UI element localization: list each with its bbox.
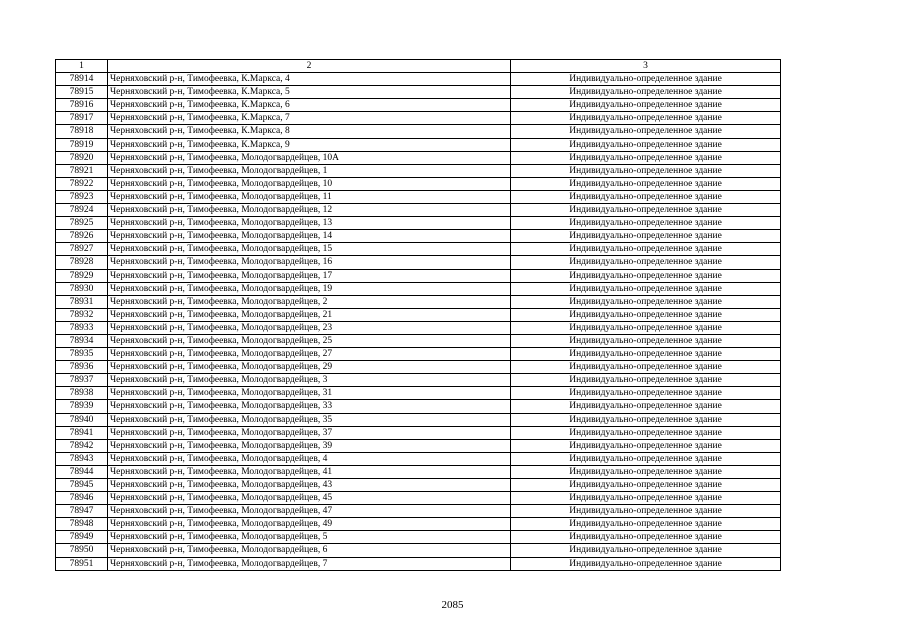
column-header-3: 3 [511, 60, 781, 73]
record-number-cell: 78941 [56, 426, 108, 439]
record-number-cell: 78918 [56, 125, 108, 138]
record-number-cell: 78945 [56, 479, 108, 492]
record-number-cell: 78925 [56, 217, 108, 230]
address-cell: Черняховский р-н, Тимофеевка, К.Маркса, 8 [108, 125, 511, 138]
object-type-cell: Индивидуально-определенное здание [511, 308, 781, 321]
column-header-2: 2 [108, 60, 511, 73]
table-row [56, 217, 781, 230]
record-number-cell: 78927 [56, 243, 108, 256]
address-cell: Черняховский р-н, Тимофеевка, Молодогвардейцев, 43 [108, 479, 511, 492]
address-cell: Черняховский р-н, Тимофеевка, Молодогвардейцев, 16 [108, 256, 511, 269]
record-number-cell: 78930 [56, 282, 108, 295]
table-row [56, 243, 781, 256]
record-number-cell: 78946 [56, 492, 108, 505]
address-cell: Черняховский р-н, Тимофеевка, Молодогвардейцев, 49 [108, 518, 511, 531]
address-cell: Черняховский р-н, Тимофеевка, Молодогвардейцев, 2 [108, 295, 511, 308]
record-number-cell: 78926 [56, 230, 108, 243]
record-number-cell: 78933 [56, 321, 108, 334]
object-type-cell: Индивидуально-определенное здание [511, 361, 781, 374]
object-type-cell: Индивидуально-определенное здание [511, 112, 781, 125]
address-cell: Черняховский р-н, Тимофеевка, Молодогвардейцев, 14 [108, 230, 511, 243]
record-number-cell: 78934 [56, 334, 108, 347]
address-cell: Черняховский р-н, Тимофеевка, Молодогвардейцев, 12 [108, 204, 511, 217]
table-row [56, 557, 781, 570]
address-cell: Черняховский р-н, Тимофеевка, Молодогвардейцев, 33 [108, 400, 511, 413]
record-number-cell: 78947 [56, 505, 108, 518]
address-cell: Черняховский р-н, Тимофеевка, Молодогвардейцев, 11 [108, 190, 511, 203]
record-number-cell: 78950 [56, 544, 108, 557]
table-row [56, 125, 781, 138]
table-row [56, 374, 781, 387]
object-type-cell: Индивидуально-определенное здание [511, 86, 781, 99]
address-cell: Черняховский р-н, Тимофеевка, Молодогвардейцев, 41 [108, 465, 511, 478]
object-type-cell: Индивидуально-определенное здание [511, 125, 781, 138]
table-row [56, 479, 781, 492]
record-number-cell: 78932 [56, 308, 108, 321]
address-cell: Черняховский р-н, Тимофеевка, К.Маркса, 6 [108, 99, 511, 112]
address-cell: Черняховский р-н, Тимофеевка, К.Маркса, 9 [108, 138, 511, 151]
address-cell: Черняховский р-н, Тимофеевка, Молодогвардейцев, 47 [108, 505, 511, 518]
object-type-cell: Индивидуально-определенное здание [511, 544, 781, 557]
table-row [56, 282, 781, 295]
table-row [56, 308, 781, 321]
record-number-cell: 78943 [56, 452, 108, 465]
record-number-cell: 78942 [56, 439, 108, 452]
object-type-cell: Индивидуально-определенное здание [511, 518, 781, 531]
address-cell: Черняховский р-н, Тимофеевка, Молодогвардейцев, 10 [108, 177, 511, 190]
object-type-cell: Индивидуально-определенное здание [511, 282, 781, 295]
registry-table [55, 59, 781, 571]
record-number-cell: 78948 [56, 518, 108, 531]
record-number-cell: 78915 [56, 86, 108, 99]
table-row [56, 348, 781, 361]
table-row [56, 177, 781, 190]
table-row [56, 426, 781, 439]
table-row [56, 86, 781, 99]
table-row [56, 73, 781, 86]
address-cell: Черняховский р-н, Тимофеевка, Молодогвардейцев, 31 [108, 387, 511, 400]
object-type-cell: Индивидуально-определенное здание [511, 531, 781, 544]
table-row [56, 295, 781, 308]
address-cell: Черняховский р-н, Тимофеевка, К.Маркса, 4 [108, 73, 511, 86]
address-cell: Черняховский р-н, Тимофеевка, Молодогвардейцев, 19 [108, 282, 511, 295]
record-number-cell: 78928 [56, 256, 108, 269]
table-row [56, 439, 781, 452]
address-cell: Черняховский р-н, Тимофеевка, Молодогвардейцев, 37 [108, 426, 511, 439]
address-cell: Черняховский р-н, Тимофеевка, Молодогвардейцев, 10А [108, 151, 511, 164]
object-type-cell: Индивидуально-определенное здание [511, 465, 781, 478]
object-type-cell: Индивидуально-определенное здание [511, 452, 781, 465]
object-type-cell: Индивидуально-определенное здание [511, 374, 781, 387]
object-type-cell: Индивидуально-определенное здание [511, 256, 781, 269]
table-row [56, 151, 781, 164]
table-row [56, 321, 781, 334]
object-type-cell: Индивидуально-определенное здание [511, 99, 781, 112]
table-row [56, 361, 781, 374]
object-type-cell: Индивидуально-определенное здание [511, 439, 781, 452]
object-type-cell: Индивидуально-определенное здание [511, 334, 781, 347]
table-row [56, 400, 781, 413]
address-cell: Черняховский р-н, Тимофеевка, Молодогвардейцев, 4 [108, 452, 511, 465]
object-type-cell: Индивидуально-определенное здание [511, 492, 781, 505]
object-type-cell: Индивидуально-определенное здание [511, 243, 781, 256]
object-type-cell: Индивидуально-определенное здание [511, 177, 781, 190]
record-number-cell: 78917 [56, 112, 108, 125]
record-number-cell: 78931 [56, 295, 108, 308]
record-number-cell: 78940 [56, 413, 108, 426]
address-cell: Черняховский р-н, Тимофеевка, Молодогвардейцев, 29 [108, 361, 511, 374]
address-cell: Черняховский р-н, Тимофеевка, Молодогвардейцев, 1 [108, 164, 511, 177]
record-number-cell: 78921 [56, 164, 108, 177]
page-number: 2085 [441, 599, 464, 611]
table-row [56, 465, 781, 478]
object-type-cell: Индивидуально-определенное здание [511, 387, 781, 400]
object-type-cell: Индивидуально-определенное здание [511, 190, 781, 203]
address-cell: Черняховский р-н, Тимофеевка, Молодогвардейцев, 39 [108, 439, 511, 452]
object-type-cell: Индивидуально-определенное здание [511, 151, 781, 164]
record-number-cell: 78939 [56, 400, 108, 413]
record-number-cell: 78919 [56, 138, 108, 151]
address-cell: Черняховский р-н, Тимофеевка, Молодогвардейцев, 6 [108, 544, 511, 557]
table-row [56, 190, 781, 203]
table-row [56, 413, 781, 426]
address-cell: Черняховский р-н, Тимофеевка, Молодогвардейцев, 25 [108, 334, 511, 347]
record-number-cell: 78920 [56, 151, 108, 164]
table-row [56, 334, 781, 347]
record-number-cell: 78936 [56, 361, 108, 374]
header-row [56, 60, 781, 73]
record-number-cell: 78937 [56, 374, 108, 387]
record-number-cell: 78951 [56, 557, 108, 570]
object-type-cell: Индивидуально-определенное здание [511, 230, 781, 243]
table-row [56, 99, 781, 112]
record-number-cell: 78949 [56, 531, 108, 544]
record-number-cell: 78938 [56, 387, 108, 400]
address-cell: Черняховский р-н, Тимофеевка, Молодогвардейцев, 5 [108, 531, 511, 544]
table-row [56, 452, 781, 465]
object-type-cell: Индивидуально-определенное здание [511, 217, 781, 230]
table-row [56, 230, 781, 243]
table-body [56, 73, 781, 571]
object-type-cell: Индивидуально-определенное здание [511, 505, 781, 518]
object-type-cell: Индивидуально-определенное здание [511, 321, 781, 334]
object-type-cell: Индивидуально-определенное здание [511, 204, 781, 217]
record-number-cell: 78944 [56, 465, 108, 478]
table-row [56, 204, 781, 217]
record-number-cell: 78929 [56, 269, 108, 282]
object-type-cell: Индивидуально-определенное здание [511, 73, 781, 86]
column-header-1: 1 [56, 60, 108, 73]
object-type-cell: Индивидуально-определенное здание [511, 269, 781, 282]
table-row [56, 531, 781, 544]
table-row [56, 256, 781, 269]
table-row [56, 518, 781, 531]
table-row [56, 492, 781, 505]
address-cell: Черняховский р-н, Тимофеевка, Молодогвардейцев, 21 [108, 308, 511, 321]
object-type-cell: Индивидуально-определенное здание [511, 348, 781, 361]
address-cell: Черняховский р-н, Тимофеевка, Молодогвардейцев, 35 [108, 413, 511, 426]
table-row [56, 138, 781, 151]
table-header [56, 60, 781, 73]
record-number-cell: 78935 [56, 348, 108, 361]
table-row [56, 164, 781, 177]
address-cell: Черняховский р-н, Тимофеевка, Молодогвардейцев, 15 [108, 243, 511, 256]
object-type-cell: Индивидуально-определенное здание [511, 426, 781, 439]
object-type-cell: Индивидуально-определенное здание [511, 413, 781, 426]
address-cell: Черняховский р-н, Тимофеевка, Молодогвардейцев, 23 [108, 321, 511, 334]
address-cell: Черняховский р-н, Тимофеевка, Молодогвардейцев, 13 [108, 217, 511, 230]
record-number-cell: 78914 [56, 73, 108, 86]
object-type-cell: Индивидуально-определенное здание [511, 400, 781, 413]
address-cell: Черняховский р-н, Тимофеевка, Молодогвардейцев, 45 [108, 492, 511, 505]
address-cell: Черняховский р-н, Тимофеевка, К.Маркса, 5 [108, 86, 511, 99]
record-number-cell: 78923 [56, 190, 108, 203]
record-number-cell: 78924 [56, 204, 108, 217]
object-type-cell: Индивидуально-определенное здание [511, 295, 781, 308]
object-type-cell: Индивидуально-определенное здание [511, 479, 781, 492]
record-number-cell: 78922 [56, 177, 108, 190]
object-type-cell: Индивидуально-определенное здание [511, 138, 781, 151]
address-cell: Черняховский р-н, Тимофеевка, Молодогвардейцев, 27 [108, 348, 511, 361]
table-row [56, 544, 781, 557]
address-cell: Черняховский р-н, Тимофеевка, Молодогвардейцев, 17 [108, 269, 511, 282]
table-row [56, 387, 781, 400]
address-cell: Черняховский р-н, Тимофеевка, К.Маркса, 7 [108, 112, 511, 125]
address-cell: Черняховский р-н, Тимофеевка, Молодогвардейцев, 7 [108, 557, 511, 570]
address-cell: Черняховский р-н, Тимофеевка, Молодогвардейцев, 3 [108, 374, 511, 387]
table-row [56, 112, 781, 125]
table-row [56, 269, 781, 282]
object-type-cell: Индивидуально-определенное здание [511, 557, 781, 570]
table-row [56, 505, 781, 518]
object-type-cell: Индивидуально-определенное здание [511, 164, 781, 177]
record-number-cell: 78916 [56, 99, 108, 112]
